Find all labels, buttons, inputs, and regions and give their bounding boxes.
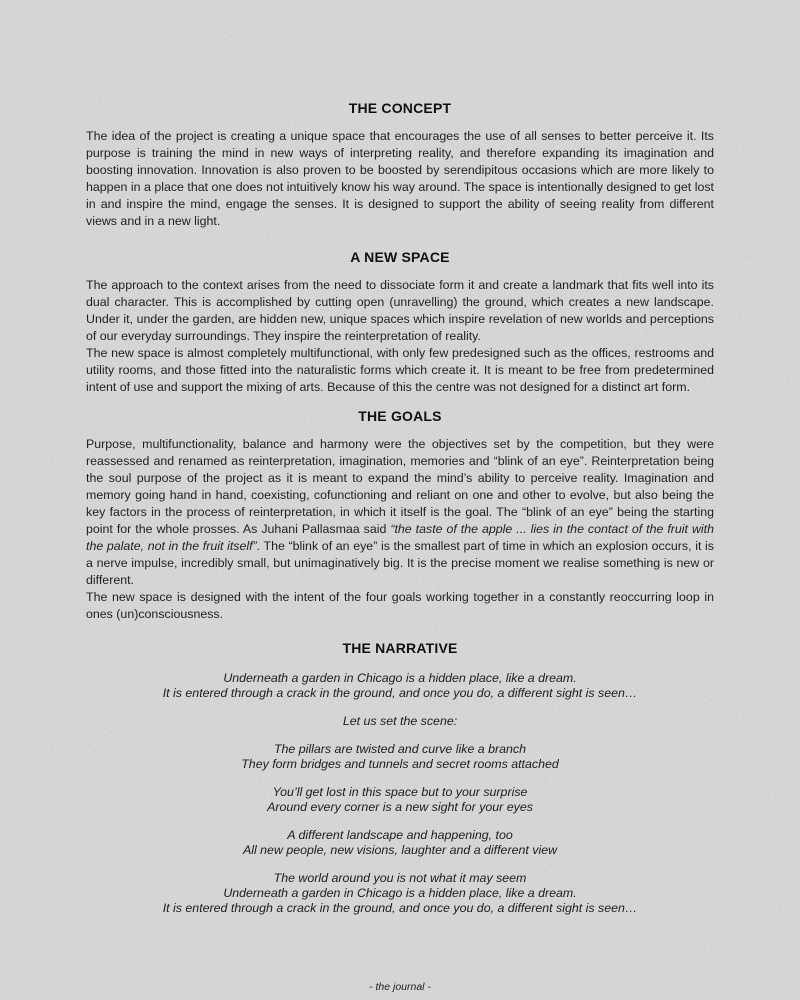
- section-the-concept: [86, 100, 714, 230]
- stanza-line: It is entered through a crack in the ground, and once you do, a different sight is seen…: [162, 901, 638, 915]
- stanza-line: The world around you is not what it may seem: [273, 871, 527, 885]
- concept-paragraph: The idea of the project is creating a unique space that encourages the use of all senses to better perceive it. Its purpose is training the mind in new ways of interpreting reality, and therefore expanding its imagination and boosting innovation. Innovation is also proven to be boosted by serendipitous occasions which are more likely to happen in a place that one does not intuitively know his way around. The space is intentionally designed to get lost in and inspire the mind, engage the senses. It is designed to support the ability of seeing reality from different views and in a new light.: [86, 129, 714, 228]
- section-heading-narrative: THE NARRATIVE: [342, 640, 458, 656]
- narrative-stanza: [86, 714, 714, 729]
- narrative-stanza: [86, 742, 714, 772]
- new-space-paragraph-2: The new space is almost completely multifunctional, with only few predesigned such as the offices, restrooms and utility rooms, and those fitted into the naturalistic forms which create it. It is meant to be free from predetermined intent of use and support the mixing of arts. Because of this the centre was not designed for a distinct art form.: [86, 346, 714, 394]
- section-heading-goals: THE GOALS: [358, 408, 442, 424]
- stanza-line: The pillars are twisted and curve like a branch: [273, 742, 527, 756]
- narrative-stanza: [86, 828, 714, 858]
- goals-text-segment: Purpose, multifunctionality, balance and harmony were the objectives set by the competition, but they were reassessed and renamed as reinterpretation, imagination, memories and “blink of an eye”. Reinterpretation being the soul purpose of the project as it is meant to expand the mind’s ability to perceive reality. Imagination and memory going hand in hand, coexisting, cofunctioning and reliant on one and other to evolve, but also being the key factors in the process of reinterpretation, in which it itself is the goal. The “blink of an eye” being the starting point for the whole prosses. As Juhani Pallasmaa said: [86, 437, 714, 536]
- section-the-goals: [86, 408, 714, 623]
- narrative-stanza: [86, 871, 714, 916]
- goals-paragraph-2: The new space is designed with the intent of the four goals working together in a constantly reoccurring loop in ones (un)consciousness.: [86, 590, 714, 621]
- goals-text-segment: . The “blink of an eye” is the smallest part of time in which an explosion occurs, it is a nerve impulse, incredibly small, but unimaginatively big. It is the precise moment we realise something is new or different.: [86, 539, 714, 587]
- narrative-stanza: [86, 671, 714, 701]
- stanza-line: It is entered through a crack in the ground, and once you do, a different sight is seen…: [162, 686, 638, 700]
- stanza-line: You’ll get lost in this space but to your surprise: [272, 785, 528, 799]
- goals-quote-segment: “the taste of the apple ... lies in the contact of the fruit with the palate, not in the fruit itself”: [86, 522, 715, 553]
- stanza-line: Underneath a garden in Chicago is a hidden place, like a dream.: [223, 886, 577, 900]
- new-space-paragraph-1: The approach to the context arises from the need to dissociate form it and create a landmark that fits well into its dual character. This is accomplished by cutting open (unravelling) the ground, which creates a new landscape. Under it, under the garden, are hidden new, unique spaces which inspire revelation of new worlds and perceptions of our everyday surroundings. They inspire the reinterpretation of reality.: [86, 278, 714, 343]
- page-footer-label: - the journal -: [369, 981, 431, 993]
- section-the-narrative: [86, 640, 714, 916]
- goals-paragraph-1: [86, 436, 714, 589]
- stanza-line: A different landscape and happening, too: [287, 828, 513, 842]
- stanza-line: All new people, new visions, laughter and a different view: [242, 843, 558, 857]
- section-a-new-space: [86, 249, 714, 396]
- stanza-line: They form bridges and tunnels and secret rooms attached: [241, 757, 559, 771]
- stanza-line: Underneath a garden in Chicago is a hidden place, like a dream.: [223, 671, 577, 685]
- section-heading-new-space: A NEW SPACE: [350, 249, 450, 265]
- stanza-line: Let us set the scene:: [342, 714, 458, 728]
- section-heading-concept: THE CONCEPT: [348, 100, 452, 116]
- stanza-line: Around every corner is a new sight for your eyes: [267, 800, 533, 814]
- narrative-stanza: [86, 785, 714, 815]
- page-content: [86, 0, 714, 916]
